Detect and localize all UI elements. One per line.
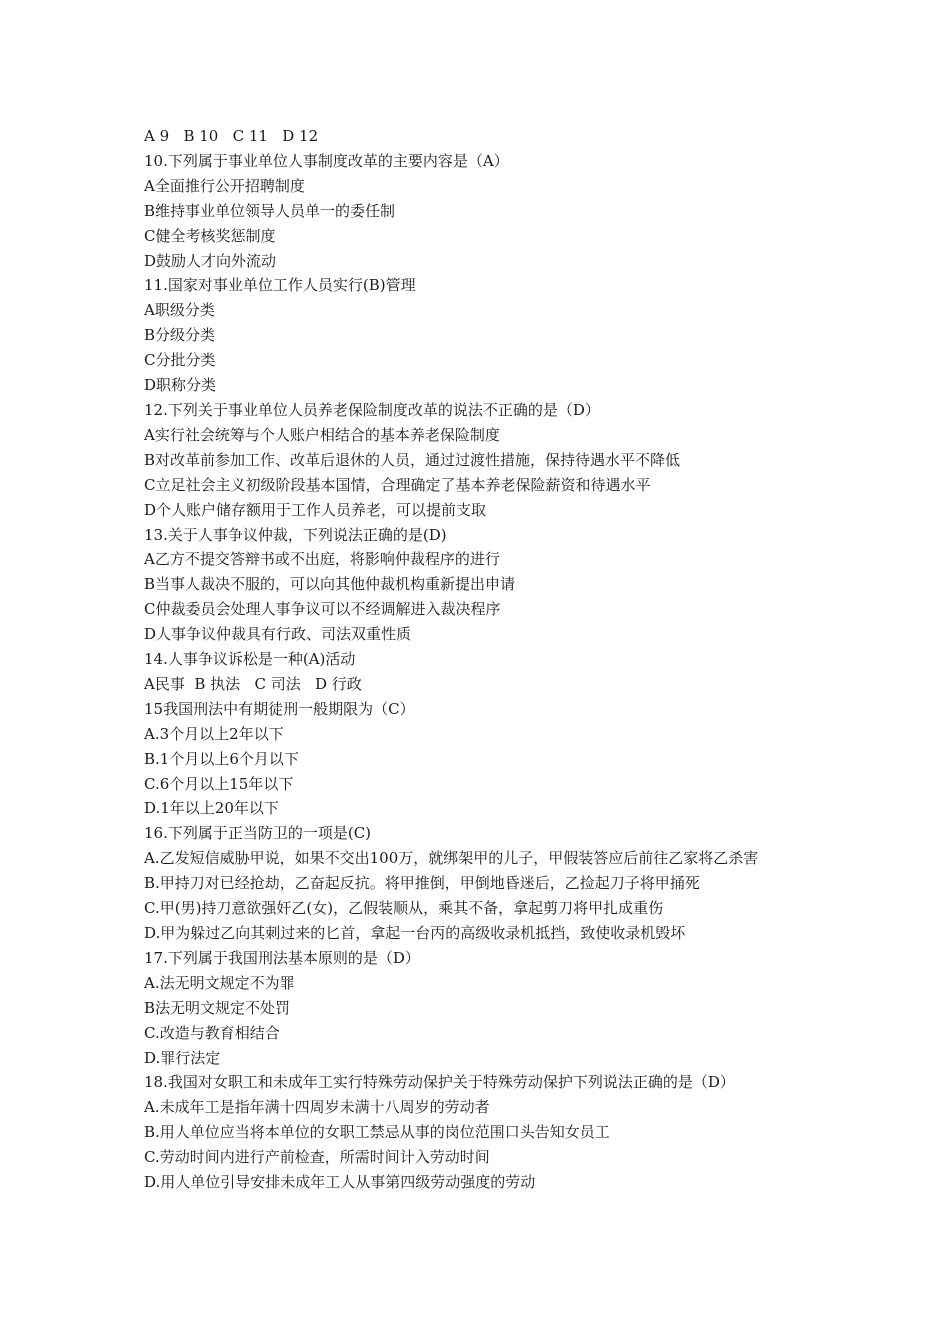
text-line: B对改革前参加工作、改革后退休的人员，通过过渡性措施，保持待遇水平不降低 [144, 450, 681, 469]
text-line: C.改造与教育相结合 [144, 1023, 280, 1042]
text-line: B当事人裁决不服的，可以向其他仲裁机构重新提出申请 [144, 575, 516, 594]
text-line: 13.关于人事争议仲裁，下列说法正确的是(D) [144, 525, 447, 544]
text-line: D个人账户储存额用于工作人员养老，可以提前支取 [144, 500, 487, 519]
text-line: A.法无明文规定不为罪 [144, 973, 295, 992]
text-line: A 9 B 10 C 11 D 12 [144, 127, 319, 145]
text-line: B维持事业单位领导人员单一的委任制 [144, 201, 396, 220]
text-line: 18.我国对女职工和未成年工实行特殊劳动保护关于特殊劳动保护下列说法正确的是（D） [144, 1073, 735, 1092]
text-line: B.甲持刀对已经抢劫，乙奋起反抗。将甲推倒，甲倒地昏迷后，乙捡起刀子将甲捅死 [144, 874, 700, 893]
text-line: 17.下列属于我国刑法基本原则的是（D） [144, 948, 420, 967]
text-line: A职级分类 [144, 301, 215, 320]
text-line: B分级分类 [144, 326, 216, 345]
text-line: A.乙发短信威胁甲说，如果不交出100万，就绑架甲的儿子，甲假装答应后前往乙家将乙杀害 [144, 849, 759, 868]
text-line: D.用人单位引导安排未成年工人从事第四级劳动强度的劳动 [144, 1173, 536, 1192]
text-line: B.用人单位应当将本单位的女职工禁忌从事的岗位范围口头告知女员工 [144, 1123, 610, 1142]
text-line: C立足社会主义初级阶段基本国情，合理确定了基本养老保险薪资和待遇水平 [144, 475, 651, 494]
text-line: 14.人事争议诉松是一种(A)活动 [144, 650, 356, 669]
text-line: D.甲为躲过乙向其刺过来的匕首，拿起一台丙的高级收录机抵挡，致使收录机毁坏 [144, 924, 686, 942]
text-line: C.6个月以上15年以下 [144, 774, 294, 793]
text-line: C分批分类 [144, 351, 216, 370]
text-line: C.甲(男)持刀意欲强奸乙(女)，乙假装顺从，乘其不备，拿起剪刀将甲扎成重伤 [144, 899, 664, 918]
text-line: D职称分类 [144, 376, 217, 395]
document-body [144, 124, 824, 1195]
text-line: A乙方不提交答辩书或不出庭，将影响仲裁程序的进行 [144, 550, 500, 569]
text-line: 15我国刑法中有期徒刑一般期限为（C） [144, 699, 415, 718]
text-line: C.劳动时间内进行产前检查，所需时间计入劳动时间 [144, 1148, 490, 1167]
text-line: A全面推行公开招聘制度 [144, 176, 305, 195]
text-line: D.罪行法定 [144, 1048, 221, 1067]
text-line: B法无明文规定不处罚 [144, 998, 291, 1017]
text-line: 16.下列属于正当防卫的一项是(C) [144, 824, 372, 843]
text-line: C健全考核奖惩制度 [144, 226, 276, 245]
text-line: A实行社会统筹与个人账户相结合的基本养老保险制度 [144, 425, 500, 444]
text-line: D人事争议仲裁具有行政、司法双重性质 [144, 625, 412, 644]
text-line: 12.下列关于事业单位人员养老保险制度改革的说法不正确的是（D） [144, 400, 600, 419]
text-line: 11.国家对事业单位工作人员实行(B)管理 [144, 276, 416, 295]
text-line: C仲裁委员会处理人事争议可以不经调解进入裁决程序 [144, 600, 501, 619]
text-line: D.1年以上20年以下 [144, 799, 279, 818]
text-line: D鼓励人才向外流动 [144, 251, 277, 270]
text-line: A.未成年工是指年满十四周岁未满十八周岁的劳动者 [144, 1098, 490, 1117]
text-line: 10.下列属于事业单位人事制度改革的主要内容是（A） [144, 151, 509, 170]
text-line: B.1个月以上6个月以下 [144, 749, 299, 768]
text-line: A.3个月以上2年以下 [144, 724, 284, 743]
text-line: A民事 B 执法 C 司法 D 行政 [144, 674, 362, 693]
